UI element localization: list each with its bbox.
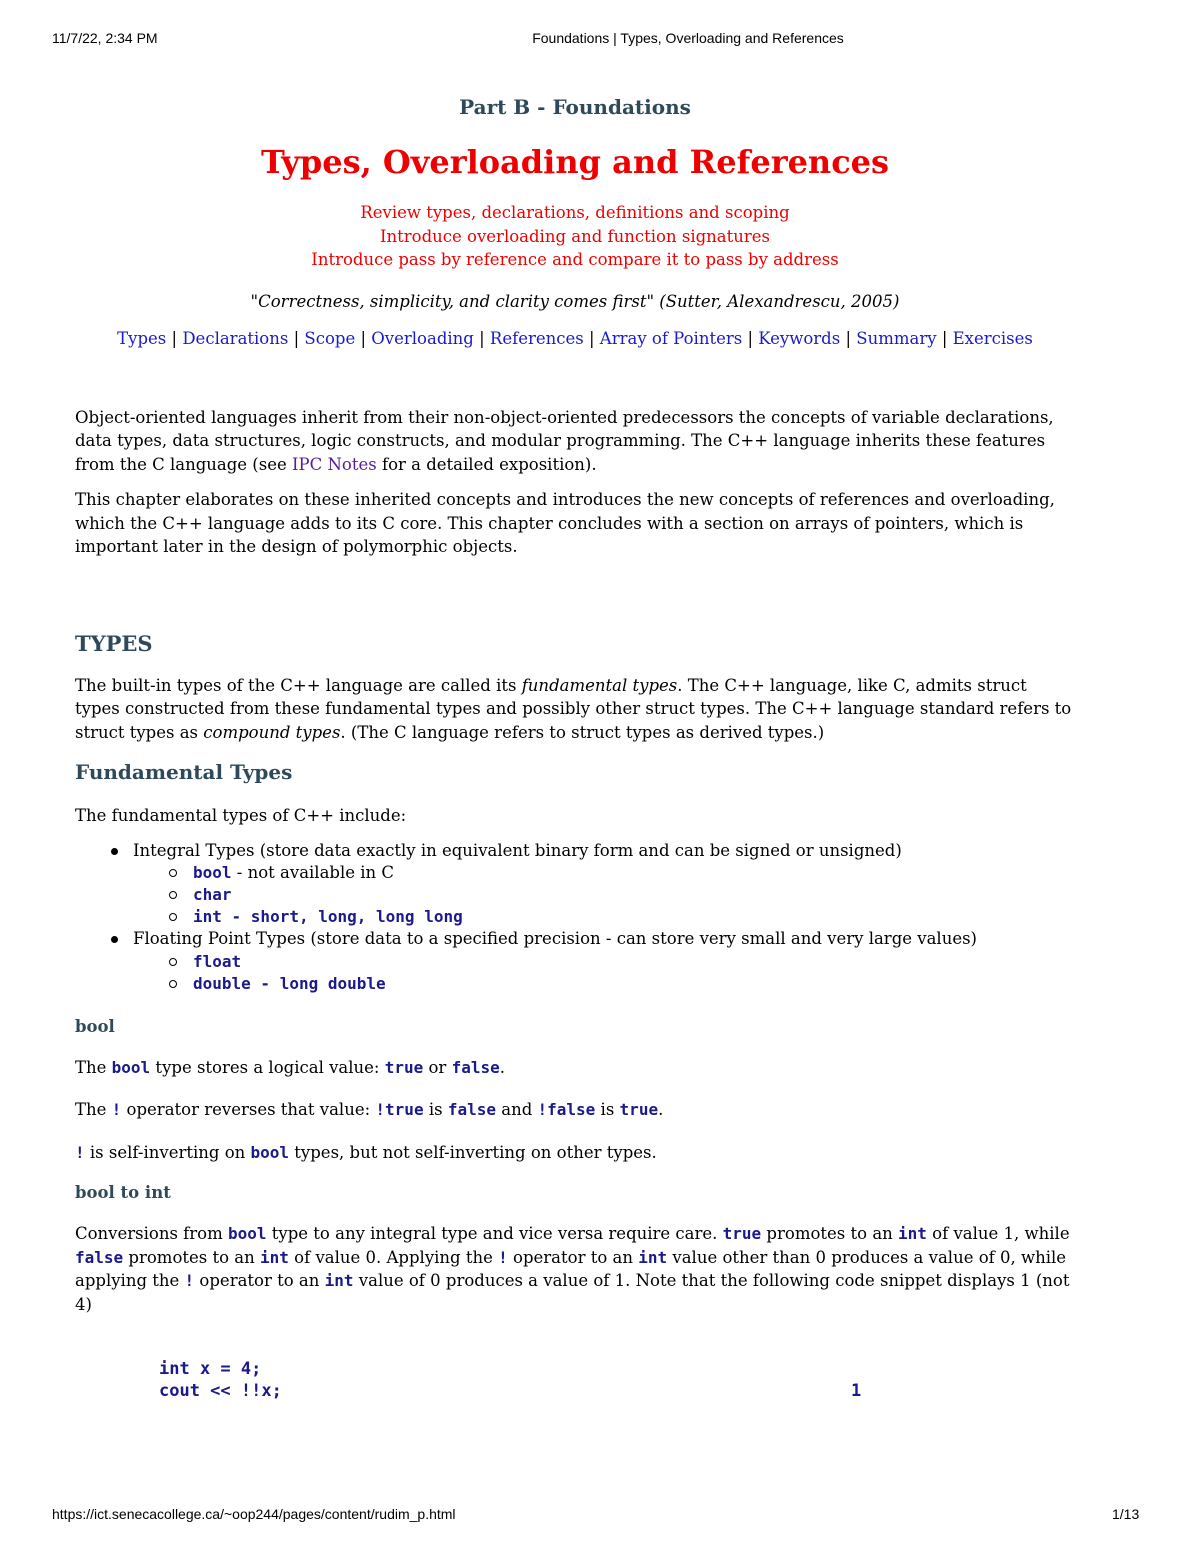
fundamental-types-heading: Fundamental Types	[75, 760, 293, 784]
intro-paragraph-1: Object-oriented languages inherit from their non-object-oriented predecessors the concepts of variable declarations, data types, data structures, logic constructs, and modular programming. The C++ language inherits these features from the C language (see IPC Notes for a detailed exposition).	[75, 407, 1054, 474]
nav-link-overloading[interactable]: Overloading	[371, 328, 474, 348]
list-item: int - short, long, long long	[169, 906, 1075, 928]
print-footer-page: 1/13	[1112, 1506, 1140, 1522]
page-title: Types, Overloading and References	[260, 143, 890, 181]
objective-item: Introduce pass by reference and compare it to pass by address	[311, 250, 839, 269]
nav-separator: |	[941, 328, 948, 348]
print-footer-url: https://ict.senecacollege.ca/~oop244/pages/content/rudim_p.html	[52, 1506, 456, 1522]
nav-link-references[interactable]: References	[489, 328, 584, 348]
nav-separator: |	[171, 328, 178, 348]
page-content	[75, 95, 1075, 1402]
nav-link-exercises[interactable]: Exercises	[952, 328, 1033, 348]
list-item: bool - not available in C	[169, 862, 1075, 884]
integral-types-list	[133, 862, 1075, 928]
nav-link-scope[interactable]: Scope	[304, 328, 356, 348]
part-title: Part B - Foundations	[459, 95, 691, 119]
bool-heading: bool	[75, 1016, 115, 1036]
nav-separator: |	[360, 328, 367, 348]
nav-link-array-of-pointers[interactable]: Array of Pointers	[599, 328, 743, 348]
list-item: Integral Types (store data exactly in equivalent binary form and can be signed or unsigned) bool - not available in C char int - short, long, long long	[109, 840, 1075, 929]
nav-separator: |	[479, 328, 485, 348]
nav-link-declarations[interactable]: Declarations	[182, 328, 289, 348]
list-item: Floating Point Types (store data to a specified precision - can store very small and very large values) float double - long double	[109, 928, 1075, 995]
code-output: 1	[851, 1381, 862, 1401]
bool-line-3: ! is self-inverting on bool types, but not self-inverting on other types.	[75, 1142, 657, 1162]
code-line: int x = 4;	[159, 1359, 262, 1379]
bool-line-1: The bool type stores a logical value: true or false.	[75, 1057, 505, 1077]
nav-link-summary[interactable]: Summary	[856, 328, 937, 348]
nav-link-keywords[interactable]: Keywords	[758, 328, 841, 348]
objective-item: Introduce overloading and function signatures	[380, 226, 770, 246]
objectives	[75, 201, 1075, 272]
code-snippet	[75, 1358, 1075, 1402]
ipc-notes-link[interactable]: IPC Notes	[291, 454, 377, 474]
bool-to-int-paragraph: Conversions from bool type to any integral type and vice versa require care. true promotes to an int of value 1, while false promotes to an int of value 0. Applying the ! operator to an int value other than 0 produces a value of 0, while applying the ! operator to an int value of 0 produces a value of 1. Note that the following code snippet displays 1 (not 4)	[75, 1224, 1070, 1314]
nav-separator: |	[293, 328, 300, 348]
objective-item: Review types, declarations, definitions and scoping	[360, 203, 790, 222]
types-heading: TYPES	[75, 630, 153, 656]
list-item: double - long double	[169, 973, 1075, 995]
fundamental-types-intro: The fundamental types of C++ include:	[75, 806, 407, 825]
floating-types-list	[133, 951, 1075, 995]
types-paragraph: The built-in types of the C++ language are called its fundamental types. The C++ language, like C, admits struct types constructed from these fundamental types and possibly other struct types. The C++ language standard refers to struct types as compound types. (The C language refers to struct types as derived types.)	[75, 675, 1072, 742]
list-item: char	[169, 884, 1075, 906]
nav-separator: |	[588, 328, 595, 348]
list-item: float	[169, 951, 1075, 973]
nav-separator: |	[845, 328, 852, 348]
bool-to-int-heading: bool to int	[75, 1183, 171, 1202]
fundamental-types-list	[75, 840, 1075, 995]
nav-separator: |	[747, 328, 754, 348]
print-header-title: Foundations | Types, Overloading and References	[532, 30, 844, 46]
title-block	[75, 95, 1075, 348]
intro-paragraph-2: This chapter elaborates on these inherited concepts and introduces the new concepts of references and overloading, which the C++ language adds to its C core. This chapter concludes with a section on arrays of pointers, which is important later in the design of polymorphic objects.	[75, 490, 1055, 556]
print-header-date: 11/7/22, 2:34 PM	[52, 30, 158, 46]
nav-link-types[interactable]: Types	[117, 328, 167, 348]
bool-line-2: The ! operator reverses that value: !true is false and !false is true.	[75, 1100, 664, 1119]
section-nav	[75, 329, 1075, 348]
quote: "Correctness, simplicity, and clarity comes first" (Sutter, Alexandrescu, 2005)	[250, 291, 900, 311]
code-line: cout << !!x;	[159, 1381, 282, 1401]
